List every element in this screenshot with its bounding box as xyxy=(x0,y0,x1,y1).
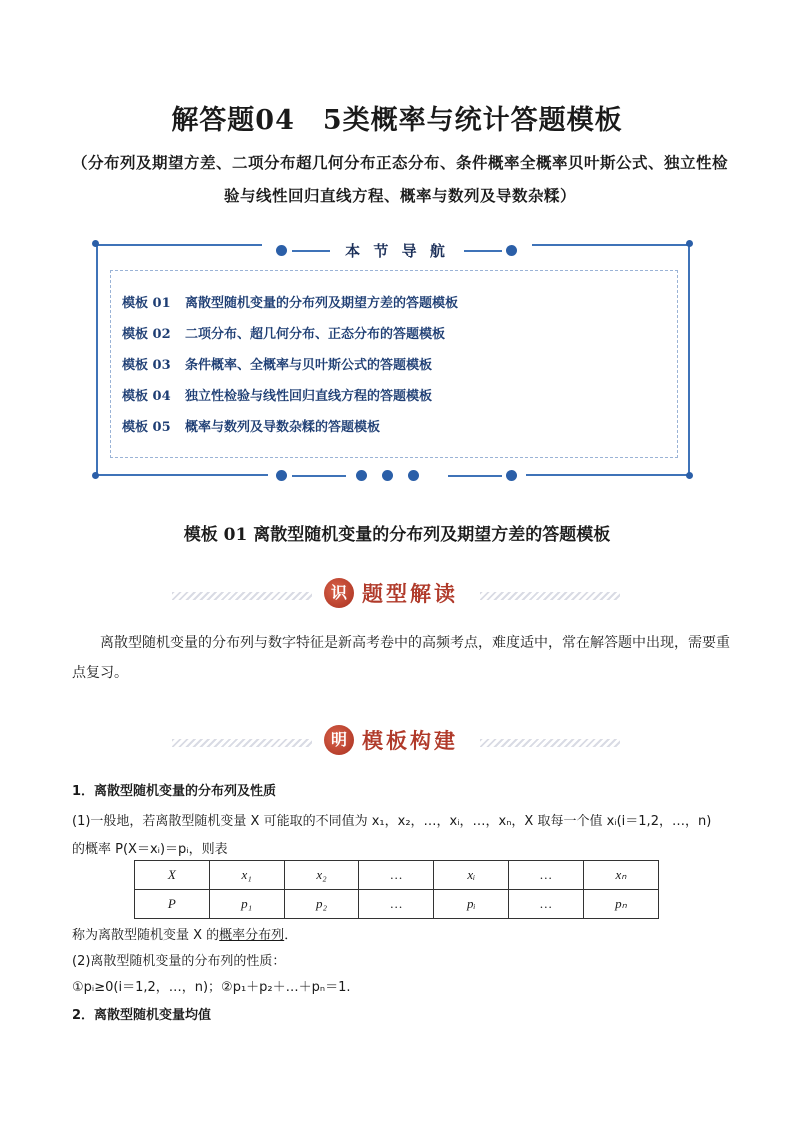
dot-icon xyxy=(382,470,393,481)
table-cell: pₙ xyxy=(584,890,659,919)
table-cell: … xyxy=(509,861,584,890)
nav-item-template-04[interactable]: 模板 04 独立性检验与线性回归直线方程的答题模板 xyxy=(122,389,433,404)
corner-dot-icon xyxy=(686,472,693,479)
body-paragraph: 的概率 P(X＝xᵢ)＝pᵢ，则表 xyxy=(72,842,228,857)
nav-item-template-01[interactable]: 模板 01 离散型随机变量的分布列及期望方差的答题模板 xyxy=(122,296,459,311)
table-cell: x₂ xyxy=(284,861,359,890)
heading-1: 1．离散型随机变量的分布列及性质 xyxy=(72,784,277,799)
table-cell: p₁ xyxy=(209,890,284,919)
body-paragraph: (1)一般地，若离散型随机变量 X 可能取的不同值为 x₁，x₂，…，xᵢ，…，xₙ，X 取每一个值 xᵢ(i＝1,2，…，n) xyxy=(72,814,712,829)
banner-stripe xyxy=(172,592,312,600)
dot-icon xyxy=(506,470,517,481)
corner-dot-icon xyxy=(92,472,99,479)
banner-stripe xyxy=(172,739,312,747)
banner-stripe xyxy=(480,592,620,600)
divider xyxy=(464,250,502,252)
dot-icon xyxy=(276,470,287,481)
nav-item-template-03[interactable]: 模板 03 条件概率、全概率与贝叶斯公式的答题模板 xyxy=(122,358,433,373)
section-title: 模板 01 离散型随机变量的分布列及期望方差的答题模板 xyxy=(183,525,611,545)
table-cell: xₙ xyxy=(584,861,659,890)
table-cell: pᵢ xyxy=(434,890,509,919)
nav-item-template-05[interactable]: 模板 05 概率与数列及导数杂糅的答题模板 xyxy=(122,420,381,435)
corner-dot-icon xyxy=(92,240,99,247)
dot-icon xyxy=(408,470,419,481)
seal-icon: 识 xyxy=(324,578,354,608)
intro-paragraph: 离散型随机变量的分布列与数字特征是新高考卷中的高频考点，难度适中，常在解答题中出现，需要重点复习。 xyxy=(72,635,730,681)
page-subtitle: （分布列及期望方差、二项分布超几何分布正态分布、条件概率全概率贝叶斯公式、独立性检验与线性回归直线方程、概率与数列及导数杂糅） xyxy=(71,153,728,205)
body-paragraph: ①pᵢ≥0(i＝1,2，…，n)；②p₁＋p₂＋…＋pₙ＝1. xyxy=(72,980,351,995)
divider xyxy=(292,250,330,252)
table-cell: … xyxy=(359,861,434,890)
table-cell: p₂ xyxy=(284,890,359,919)
body-paragraph: 称为离散型随机变量 X 的概率分布列． xyxy=(72,928,298,943)
table-cell: X xyxy=(135,861,210,890)
page-title: 解答题04 5类概率与统计答题模板 xyxy=(171,105,623,136)
nav-item-template-02[interactable]: 模板 02 二项分布、超几何分布、正态分布的答题模板 xyxy=(122,327,446,342)
table-cell: xᵢ xyxy=(434,861,509,890)
seal-icon: 明 xyxy=(324,725,354,755)
table-row xyxy=(135,890,659,919)
banner-label: 题型解读 xyxy=(362,581,458,606)
distribution-table xyxy=(134,860,659,919)
nav-heading: 本 节 导 航 xyxy=(345,242,449,260)
heading-2: 2．离散型随机变量均值 xyxy=(72,1008,212,1023)
table-cell: … xyxy=(359,890,434,919)
divider xyxy=(448,475,502,477)
dot-icon xyxy=(356,470,367,481)
banner-label: 模板构建 xyxy=(362,728,458,753)
banner-stripe xyxy=(480,739,620,747)
corner-dot-icon xyxy=(686,240,693,247)
table-cell: P xyxy=(135,890,210,919)
table-cell: … xyxy=(509,890,584,919)
table-cell: x₁ xyxy=(209,861,284,890)
divider xyxy=(292,475,346,477)
dot-icon xyxy=(276,245,287,256)
table-row xyxy=(135,861,659,890)
body-paragraph: (2)离散型随机变量的分布列的性质： xyxy=(72,954,286,969)
dot-icon xyxy=(506,245,517,256)
